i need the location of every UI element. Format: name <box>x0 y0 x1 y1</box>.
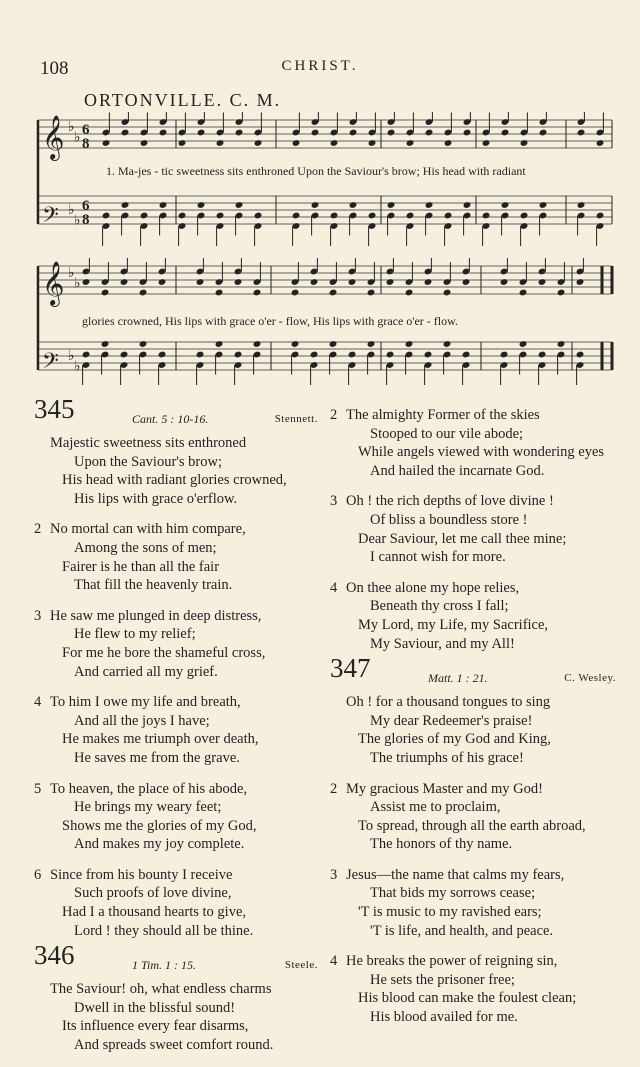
stanza <box>330 952 616 1026</box>
hymn-column-left <box>34 394 318 1067</box>
stanza <box>34 980 318 1054</box>
verse-line <box>34 1036 318 1055</box>
verse-text: Since from his bounty I receive <box>50 866 233 883</box>
verse-text: Such proofs of love divine, <box>74 885 232 902</box>
verse-text: That bids my sorrows cease; <box>370 885 536 902</box>
stanza-number: 4 <box>330 953 338 970</box>
verse-text: On thee alone my hope relies, <box>346 579 520 596</box>
verse-text: And carried all my grief. <box>74 663 218 680</box>
hymn-header <box>34 394 318 434</box>
verse-line <box>330 749 616 768</box>
hymn-number: 347 <box>330 653 371 684</box>
hymn-reference: 1 Tim. 1 : 15. <box>132 958 197 973</box>
verse-text: He makes me triumph over death, <box>62 731 259 748</box>
verse-text: His blood availed for me. <box>370 1009 518 1026</box>
verse-text: 'T is music to my ravished ears; <box>358 904 542 921</box>
svg-text:♭: ♭ <box>74 130 81 146</box>
verse-line <box>330 693 616 712</box>
verse-text: 'T is life, and health, and peace. <box>370 922 554 939</box>
verse-text: The honors of thy name. <box>370 836 513 853</box>
verse-line <box>330 635 616 654</box>
verse-line <box>330 903 616 922</box>
verse-line <box>330 780 616 799</box>
verse-line <box>34 471 318 490</box>
verse-text: The Saviour! oh, what endless charms <box>50 981 272 998</box>
verse-line <box>330 425 616 444</box>
verse-line <box>34 835 318 854</box>
verse-line <box>330 884 616 903</box>
svg-text:8: 8 <box>82 212 90 228</box>
hymn-reference: Cant. 5 : 10-16. <box>132 412 209 426</box>
verse-line <box>330 922 616 941</box>
verse-text: My Lord, my Life, my Sacrifice, <box>358 616 549 633</box>
verse-text: For me he bore the shameful cross, <box>62 644 266 661</box>
hymn-header <box>330 653 616 693</box>
verse-line <box>34 780 318 799</box>
verse-text: Assist me to proclaim, <box>370 799 501 816</box>
verse-text: My dear Redeemer's praise! <box>370 712 533 729</box>
stanza <box>34 866 318 940</box>
verse-line <box>330 462 616 481</box>
verse-text: Stooped to our vile abode; <box>370 425 524 442</box>
verse-text: To spread, through all the earth abroad, <box>358 817 586 834</box>
verse-text: The triumphs of his grace! <box>370 749 524 766</box>
verse-text: And hailed the incarnate God. <box>370 462 545 479</box>
verse-line <box>330 817 616 836</box>
stanza-number: 4 <box>34 694 42 711</box>
verse-line <box>330 406 616 425</box>
hymn-author: Steele. <box>284 959 318 972</box>
verse-line <box>34 520 318 539</box>
running-title: CHRIST. <box>281 58 359 74</box>
svg-text:6: 6 <box>82 122 90 138</box>
verse-line <box>330 548 616 567</box>
stanza <box>34 520 318 594</box>
verse-line <box>34 999 318 1018</box>
hymn-reference: Matt. 1 : 21. <box>428 671 488 686</box>
svg-text:♭: ♭ <box>68 120 75 135</box>
verse-text: His lips with grace o'erflow. <box>74 490 238 507</box>
verse-line <box>34 576 318 595</box>
verse-line <box>34 644 318 663</box>
page-number: 108 <box>40 58 69 79</box>
verse-text: He breaks the power of reigning sin, <box>346 953 558 970</box>
verse-line <box>330 579 616 598</box>
stanza-number: 2 <box>330 407 338 423</box>
verse-text: He brings my weary feet; <box>74 799 222 816</box>
hymn-column-right <box>330 406 616 1039</box>
verse-text: His blood can make the foulest clean; <box>358 990 577 1007</box>
verse-line <box>34 798 318 817</box>
verse-line <box>330 798 616 817</box>
stanza-number: 3 <box>34 607 42 624</box>
verse-text: I cannot wish for more. <box>370 549 506 566</box>
svg-text:𝄢: 𝄢 <box>42 349 59 379</box>
verse-line <box>330 492 616 511</box>
stanza-number: 2 <box>34 521 42 538</box>
verse-line <box>34 903 318 922</box>
verse-line <box>330 989 616 1008</box>
verse-line <box>34 749 318 768</box>
verse-line <box>34 817 318 836</box>
verse-text: Dwell in the blissful sound! <box>74 999 236 1016</box>
verse-text: Its influence every fear disarms, <box>62 1018 249 1035</box>
svg-text:♭: ♭ <box>74 276 81 292</box>
verse-text: Jesus—the name that calms my fears, <box>346 866 565 883</box>
verse-text: He saves me from the grave. <box>74 749 240 766</box>
stanza-number: 4 <box>330 579 338 596</box>
stanza-number: 3 <box>330 493 338 510</box>
verse-line <box>34 922 318 941</box>
verse-line <box>330 952 616 971</box>
verse-text: My Saviour, and my All! <box>370 635 515 652</box>
verse-text: He sets the prisoner free; <box>370 971 515 988</box>
stanza <box>330 406 616 480</box>
verse-text: Majestic sweetness sits enthroned <box>50 435 247 451</box>
verse-text: Among the sons of men; <box>74 539 217 556</box>
stanza-number: 6 <box>34 866 42 883</box>
verse-line <box>34 866 318 885</box>
verse-text: His head with radiant glories crowned, <box>62 472 287 489</box>
tune-name: ORTONVILLE. C. M. <box>84 90 282 110</box>
verse-text: Fairer is he than all the fair <box>62 558 220 575</box>
lyric-line-1: 1. Ma-jes - tic sweetness sits enthroned Upon the Saviour's brow; His head with radiant <box>106 164 526 178</box>
verse-line <box>330 1008 616 1027</box>
hymn-number: 345 <box>34 394 75 424</box>
svg-text:♭: ♭ <box>68 266 75 281</box>
stanza <box>330 693 616 767</box>
music-system-2 <box>36 258 614 398</box>
verse-text: He saw me plunged in deep distress, <box>50 607 262 624</box>
svg-text:𝄞: 𝄞 <box>42 115 65 159</box>
verse-line <box>34 663 318 682</box>
stanza <box>34 607 318 681</box>
verse-line <box>34 693 318 712</box>
verse-line <box>330 730 616 749</box>
svg-text:♭: ♭ <box>74 213 81 229</box>
stanza <box>330 866 616 940</box>
verse-line <box>330 971 616 990</box>
svg-text:♭: ♭ <box>74 359 81 375</box>
verse-text: The almighty Former of the skies <box>346 407 540 423</box>
verse-line <box>330 616 616 635</box>
verse-line <box>34 453 318 472</box>
verse-line <box>34 1017 318 1036</box>
verse-line <box>330 511 616 530</box>
verse-line <box>34 730 318 749</box>
svg-text:8: 8 <box>82 136 90 152</box>
hymn-author: Stennett. <box>274 413 318 425</box>
verse-text: That fill the heavenly train. <box>74 577 233 594</box>
hymn-number: 346 <box>34 940 75 971</box>
verse-line <box>34 607 318 626</box>
svg-text:𝄞: 𝄞 <box>42 261 65 305</box>
verse-text: The glories of my God and King, <box>358 731 551 748</box>
stanza <box>34 780 318 854</box>
stanza <box>330 492 616 566</box>
stanza <box>330 780 616 854</box>
stanza <box>34 434 318 508</box>
verse-line <box>330 712 616 731</box>
verse-text: Dear Saviour, let me call thee mine; <box>358 530 567 547</box>
verse-line <box>330 597 616 616</box>
svg-text:♭: ♭ <box>68 349 75 364</box>
verse-text: Beneath thy cross I fall; <box>370 598 509 615</box>
verse-text: While angels viewed with wondering eyes <box>358 444 605 461</box>
verse-line <box>330 835 616 854</box>
verse-text: My gracious Master and my God! <box>346 780 543 797</box>
music-system-1 <box>36 112 614 252</box>
verse-text: And all the joys I have; <box>74 712 210 729</box>
hymn-header <box>34 940 318 980</box>
verse-text: Of bliss a boundless store ! <box>370 511 528 528</box>
svg-text:6: 6 <box>82 198 90 214</box>
verse-line <box>34 712 318 731</box>
verse-line <box>34 558 318 577</box>
verse-text: To heaven, the place of his abode, <box>50 780 248 797</box>
verse-line <box>34 490 318 509</box>
verse-line <box>330 443 616 462</box>
verse-line <box>34 434 318 453</box>
verse-text: Shows me the glories of my God, <box>62 817 257 834</box>
verse-line <box>34 625 318 644</box>
verse-line <box>330 530 616 549</box>
verse-text: No mortal can with him compare, <box>50 521 246 538</box>
lyric-line-2: glories crowned, His lips with grace o'er - flow, His lips with grace o'er - flow. <box>82 314 459 328</box>
verse-text: Upon the Saviour's brow; <box>74 453 223 470</box>
svg-text:𝄢: 𝄢 <box>42 203 59 233</box>
verse-text: To him I owe my life and breath, <box>50 694 241 711</box>
stanza-number: 3 <box>330 866 338 883</box>
music-staves-1 <box>36 112 614 252</box>
stanza <box>34 693 318 767</box>
stanza <box>330 579 616 653</box>
verse-text: Oh ! the rich depths of love divine ! <box>346 493 554 510</box>
verse-text: Lord ! they should all be thine. <box>74 922 254 939</box>
verse-text: And makes my joy complete. <box>74 836 245 853</box>
stanza-number: 2 <box>330 780 338 797</box>
stanza-number: 5 <box>34 780 42 797</box>
verse-line <box>34 539 318 558</box>
verse-text: And spreads sweet comfort round. <box>74 1037 274 1054</box>
verse-line <box>34 884 318 903</box>
verse-text: He flew to my relief; <box>74 626 196 643</box>
verse-line <box>34 980 318 999</box>
svg-text:♭: ♭ <box>68 203 75 218</box>
verse-text: Had I a thousand hearts to give, <box>62 904 247 921</box>
verse-text: Oh ! for a thousand tongues to sing <box>346 694 551 711</box>
verse-line <box>330 866 616 885</box>
hymn-author: C. Wesley. <box>564 672 616 685</box>
